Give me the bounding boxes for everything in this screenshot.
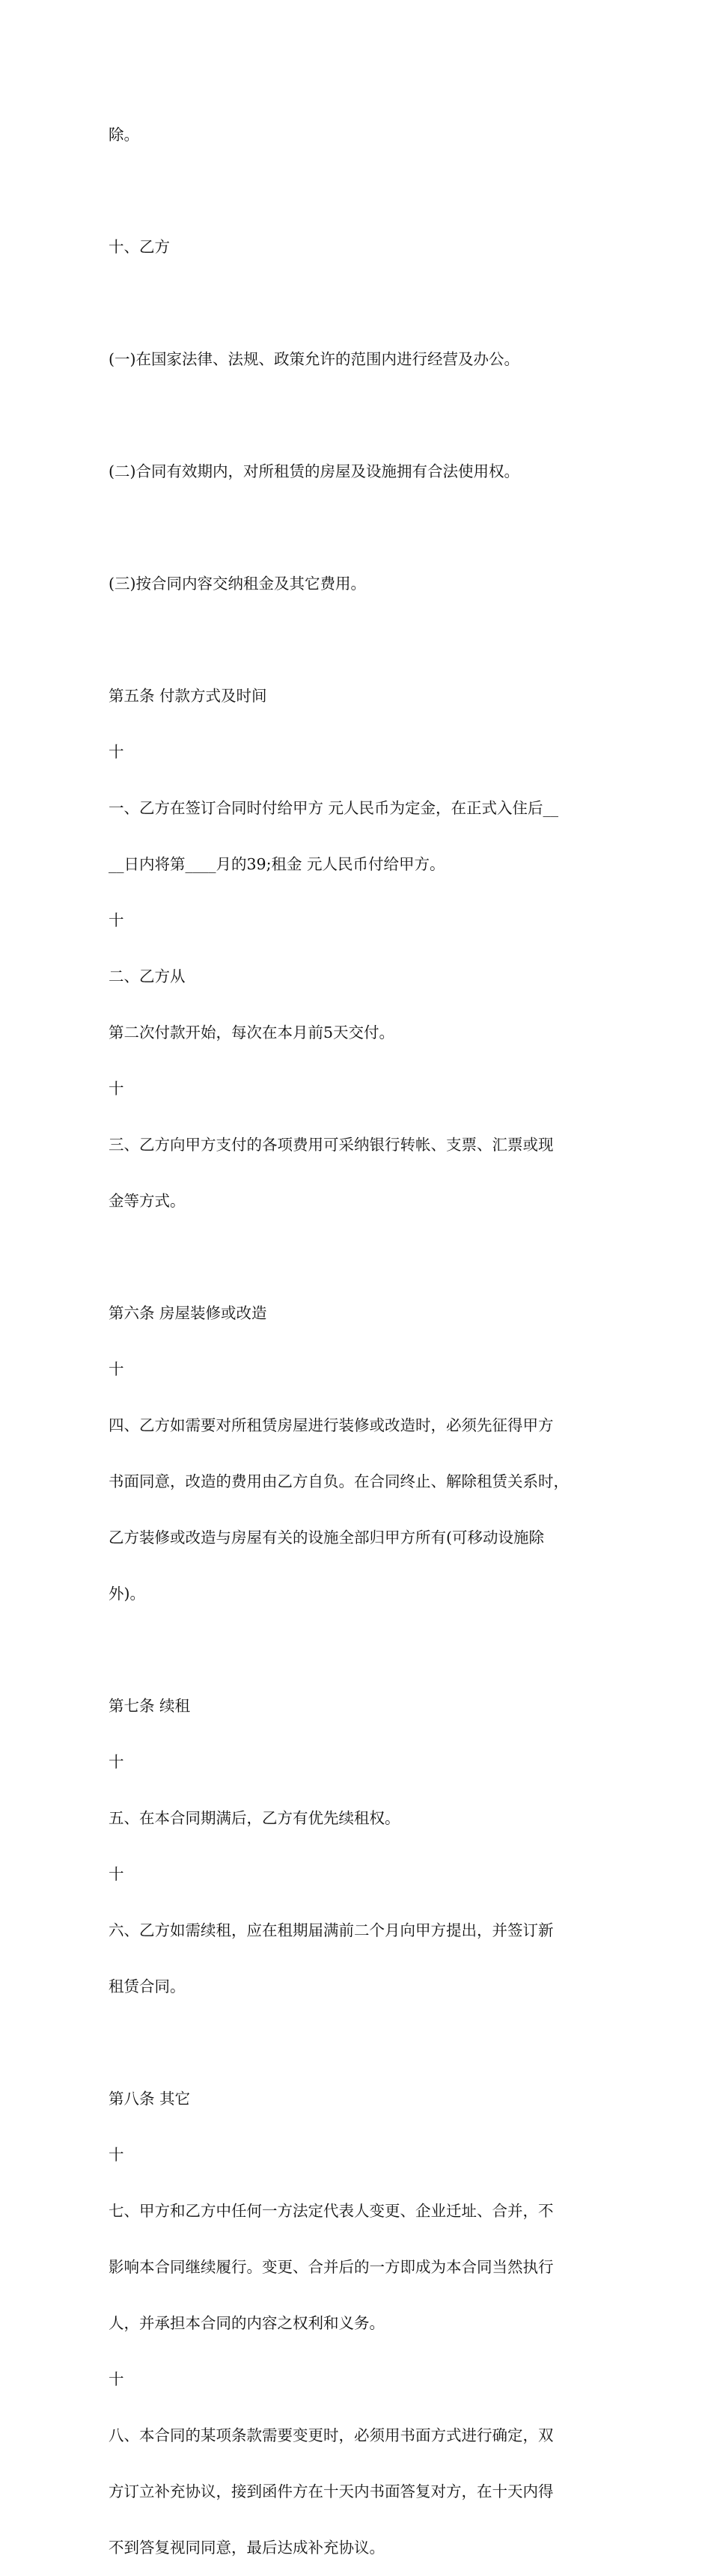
text-line: 影响本合同继续履行。变更、合并后的一方即成为本合同当然执行 [109,2258,554,2276]
article-heading: 第七条 续租 [109,1697,191,1715]
document-page [109,88,610,2576]
blank-line [109,294,610,313]
text-line: 二、乙方从 [109,967,186,985]
blank-line [109,631,610,649]
text-line: 第二次付款开始，每次在本月前5天交付。 [109,1024,395,1041]
text-line: 十 [109,1753,124,1771]
text-line: 五、在本合同期满后，乙方有优先续租权。 [109,1809,400,1827]
text-line: 书面同意，改造的费用由乙方自负。在合同终止、解除租赁关系时， [109,1472,569,1490]
text-line: 三、乙方向甲方支付的各项费用可采纳银行转帐、支票、汇票或现 [109,1136,554,1154]
text-line: 十 [109,2370,124,2388]
text-line: 人，并承担本合同的内容之权利和义务。 [109,2314,385,2332]
text-line: 一、乙方在签订合同时付给甲方 元人民币为定金，在正式入住后__ [109,799,559,817]
text-line: 除。 [109,126,139,144]
text-line: 十 [109,743,124,761]
text-line: 不到答复视同同意，最后达成补充协议。 [109,2539,385,2557]
article-heading: 第五条 付款方式及时间 [109,687,267,705]
text-line: 租赁合同。 [109,1977,186,1995]
text-line: (一)在国家法律、法规、政策允许的范围内进行经营及办公。 [109,350,519,368]
blank-line [109,1641,610,1659]
text-line: 十 [109,2146,124,2164]
text-line: 四、乙方如需要对所租赁房屋进行装修或改造时，必须先征得甲方 [109,1416,554,1434]
blank-line [109,406,610,425]
text-line: 金等方式。 [109,1192,186,1210]
article-heading: 第八条 其它 [109,2090,191,2108]
text-line: 十 [109,1360,124,1378]
blank-line [109,182,610,201]
text-line: __日内将第____月的39;租金 元人民币付给甲方。 [109,855,445,873]
text-line: 乙方装修或改造与房屋有关的设施全部归甲方所有(可移动设施除 [109,1529,544,1546]
text-line: 七、甲方和乙方中任何一方法定代表人变更、企业迁址、合并，不 [109,2202,554,2220]
text-line: 八、本合同的某项条款需要变更时，必须用书面方式进行确定，双 [109,2426,554,2444]
blank-line [109,1248,610,1267]
text-line: 十 [109,1080,124,1098]
text-line: 外)。 [109,1585,145,1603]
text-line: 十 [109,1865,124,1883]
text-line: 十 [109,911,124,929]
text-line: 方订立补充协议，接到函件方在十天内书面答复对方，在十天内得 [109,2482,554,2500]
text-line: (二)合同有效期内，对所租赁的房屋及设施拥有合法使用权。 [109,462,519,480]
section-heading: 十、乙方 [109,238,170,256]
text-line: (三)按合同内容交纳租金及其它费用。 [109,575,366,593]
blank-line [109,518,610,537]
blank-line [109,2034,610,2052]
text-line: 六、乙方如需续租，应在租期届满前二个月向甲方提出，并签订新 [109,1921,554,1939]
article-heading: 第六条 房屋装修或改造 [109,1304,267,1322]
